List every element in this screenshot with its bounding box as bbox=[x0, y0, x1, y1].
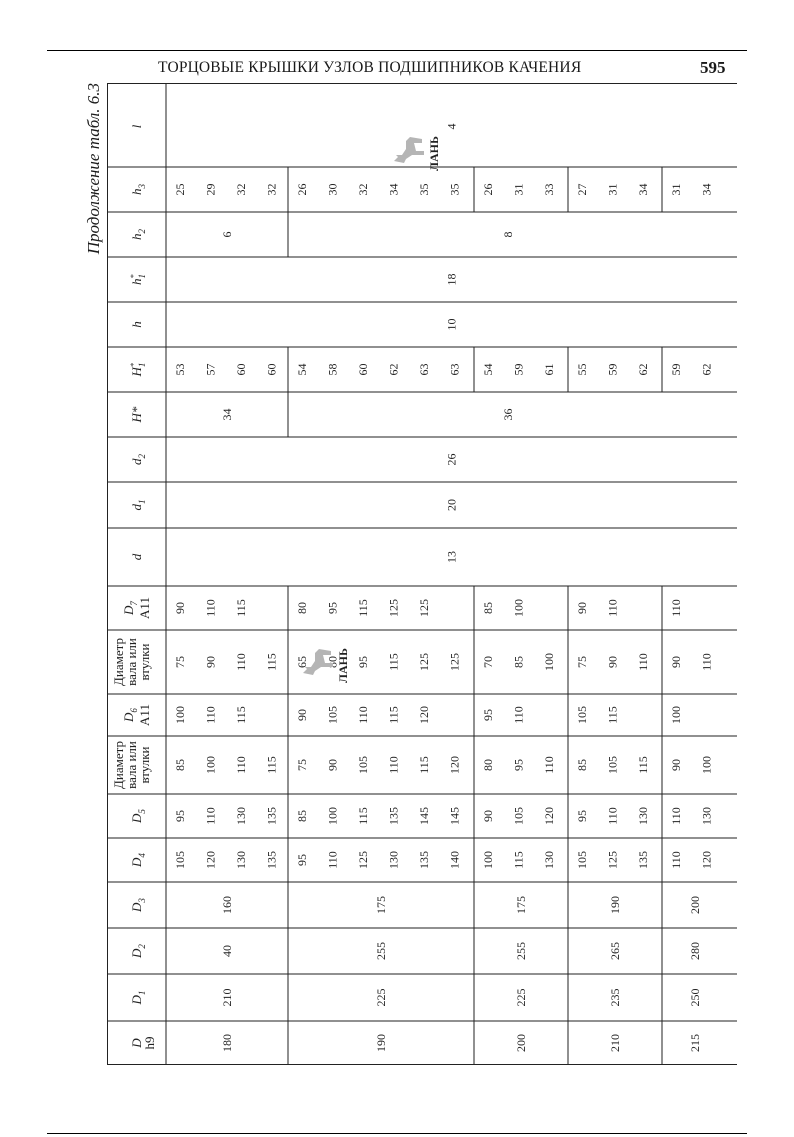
column-header-H: H* bbox=[129, 406, 144, 423]
column-header-h1: h*1 bbox=[129, 274, 147, 285]
top-rule bbox=[47, 50, 747, 51]
cell-shaft2: 65 bbox=[295, 656, 309, 668]
cell-H1: 60 bbox=[264, 363, 279, 376]
cell-h3: 25 bbox=[173, 183, 187, 196]
cell-H1: 59 bbox=[669, 363, 683, 376]
column-header-h3: $h_3$ bbox=[129, 184, 147, 195]
cell-D7: 115 bbox=[356, 599, 370, 617]
cell-H1: 62 bbox=[386, 363, 401, 376]
column-header-D6-sub: A11 bbox=[137, 704, 152, 726]
cell-D1: 225 bbox=[514, 988, 528, 1007]
cell-D4: 135 bbox=[417, 851, 431, 869]
cell-D2: 265 bbox=[608, 942, 622, 960]
cell-D2: 40 bbox=[220, 945, 234, 957]
cell-shaft2: 80 bbox=[325, 656, 340, 668]
cell-D1: 250 bbox=[688, 988, 702, 1007]
cell-h3: 34 bbox=[636, 183, 650, 196]
cell-D6: 110 bbox=[203, 706, 218, 724]
cell-D: 210 bbox=[608, 1034, 622, 1052]
cell-h3: 30 bbox=[325, 183, 340, 196]
data-table bbox=[107, 83, 737, 1065]
cell-shaft1: 110 bbox=[234, 756, 248, 774]
cell-shaft2: 125 bbox=[417, 653, 431, 671]
column-header-shaft1: вала или bbox=[124, 741, 139, 789]
cell-h3: 26 bbox=[481, 183, 495, 196]
cell-h3: 35 bbox=[417, 183, 431, 196]
cell-shaft1: 110 bbox=[386, 756, 401, 774]
cell-shaft2: 100 bbox=[542, 653, 556, 671]
cell-h3: 34 bbox=[699, 183, 714, 196]
cell-D6: 115 bbox=[605, 706, 620, 724]
column-header-D5: $D_5$ bbox=[129, 809, 147, 823]
cell-D5: 115 bbox=[356, 807, 370, 825]
cell-H1: 54 bbox=[295, 363, 309, 376]
cell-shaft1: 115 bbox=[417, 756, 431, 774]
cell-H1: 62 bbox=[699, 363, 714, 376]
cell-D6: 115 bbox=[234, 706, 248, 724]
cell-shaft1: 115 bbox=[264, 756, 279, 774]
cell-D6: 100 bbox=[669, 706, 683, 724]
cell-D5: 110 bbox=[669, 807, 683, 825]
cell-D5: 110 bbox=[605, 807, 620, 825]
cell-shaft2: 110 bbox=[699, 653, 714, 671]
cell-D7: 90 bbox=[575, 602, 589, 614]
cell-shaft1: 100 bbox=[699, 756, 714, 774]
cell-D7: 80 bbox=[295, 602, 309, 614]
cell-D6: 120 bbox=[417, 706, 431, 724]
cell-D3: 175 bbox=[374, 896, 388, 914]
cell-shaft1: 75 bbox=[295, 759, 309, 771]
cell-h3: 32 bbox=[356, 183, 370, 196]
page-number: 595 bbox=[700, 58, 726, 77]
cell-shaft2: 85 bbox=[511, 656, 526, 668]
cell-D3: 160 bbox=[220, 896, 234, 914]
cell-shaft1: 90 bbox=[325, 759, 340, 771]
cell-D5: 130 bbox=[636, 807, 650, 825]
cell-D6: 100 bbox=[173, 706, 187, 724]
cell-D3: 190 bbox=[608, 896, 622, 914]
cell-H1: 58 bbox=[325, 363, 340, 376]
cell-shaft2: 115 bbox=[264, 653, 279, 671]
cell-h3: 29 bbox=[203, 183, 218, 196]
cell-H1: 60 bbox=[356, 363, 370, 376]
cell-D7: 125 bbox=[386, 599, 401, 617]
column-header-shaft2: втулки bbox=[137, 643, 152, 681]
cell-H1: 55 bbox=[575, 363, 589, 376]
cell-D1: 225 bbox=[374, 988, 388, 1007]
cell-D7: 100 bbox=[511, 599, 526, 617]
cell-d2: 26 bbox=[444, 453, 459, 466]
cell-H1: 57 bbox=[203, 363, 218, 376]
cell-h2: 8 bbox=[501, 231, 515, 238]
cell-D5: 100 bbox=[325, 807, 340, 825]
column-header-D1: $D_1$ bbox=[129, 990, 147, 1005]
cell-D1: 210 bbox=[220, 988, 234, 1007]
column-header-l: l bbox=[129, 124, 144, 129]
cell-D: 200 bbox=[514, 1034, 528, 1052]
cell-shaft2: 75 bbox=[575, 656, 589, 668]
cell-h3: 35 bbox=[447, 183, 462, 196]
cell-D5: 120 bbox=[542, 807, 556, 825]
column-header-D7-sub: A11 bbox=[137, 597, 152, 619]
column-header-D4: $D_4$ bbox=[129, 853, 147, 867]
cell-D7: 90 bbox=[173, 602, 187, 614]
cell-D4: 115 bbox=[511, 851, 526, 869]
cell-h3: 32 bbox=[234, 183, 248, 196]
cell-D6: 110 bbox=[511, 706, 526, 724]
cell-D4: 130 bbox=[542, 851, 556, 869]
cell-D7: 115 bbox=[234, 599, 248, 617]
cell-shaft1: 100 bbox=[203, 756, 218, 774]
cell-D4: 100 bbox=[481, 851, 495, 869]
column-header-d2: $d_2$ bbox=[129, 454, 147, 465]
cell-D6: 115 bbox=[386, 706, 401, 724]
column-header-H1: H*1 bbox=[129, 362, 147, 377]
cell-D4: 125 bbox=[356, 851, 370, 869]
cell-D5: 105 bbox=[511, 807, 526, 825]
cell-D5: 95 bbox=[575, 810, 589, 822]
cell-shaft2: 90 bbox=[669, 656, 683, 668]
column-header-shaft2: Диаметр bbox=[111, 638, 126, 686]
cell-D5: 135 bbox=[264, 807, 279, 825]
column-header-D3: $D_3$ bbox=[129, 898, 147, 912]
cell-h3: 32 bbox=[264, 183, 279, 196]
column-header-h: h bbox=[129, 321, 144, 328]
cell-shaft2: 110 bbox=[234, 653, 248, 671]
cell-shaft1: 80 bbox=[481, 759, 495, 771]
column-header-shaft2: вала или bbox=[124, 638, 139, 686]
cell-shaft1: 110 bbox=[542, 756, 556, 774]
column-header-shaft1: втулки bbox=[137, 746, 152, 784]
cell-h2: 6 bbox=[220, 231, 234, 238]
cell-D4: 135 bbox=[636, 851, 650, 869]
cell-D4: 105 bbox=[173, 851, 187, 869]
bottom-rule bbox=[47, 1133, 747, 1134]
cell-h3: 33 bbox=[542, 183, 556, 196]
column-header-shaft1: Диаметр bbox=[111, 741, 126, 789]
cell-D2: 255 bbox=[514, 942, 528, 960]
cell-D7: 85 bbox=[481, 602, 495, 614]
table-caption: Продолжение табл. 6.3 bbox=[84, 83, 103, 255]
cell-shaft2: 70 bbox=[481, 656, 495, 668]
cell-H1: 54 bbox=[481, 363, 495, 376]
cell-D4: 135 bbox=[264, 851, 279, 869]
cell-h3: 26 bbox=[295, 183, 309, 196]
cell-D5: 85 bbox=[295, 810, 309, 822]
cell-h1: 18 bbox=[444, 273, 459, 286]
svg-text:ЛАНЬ: ЛАНЬ bbox=[427, 136, 441, 171]
cell-D5: 130 bbox=[234, 807, 248, 825]
cell-D7: 110 bbox=[203, 599, 218, 617]
column-header-D7: $D_7$ bbox=[121, 601, 139, 615]
cell-d1: 20 bbox=[444, 499, 459, 511]
cell-H1: 59 bbox=[511, 363, 526, 376]
cell-D6: 95 bbox=[481, 709, 495, 721]
running-header: ТОРЦОВЫЕ КРЫШКИ УЗЛОВ ПОДШИПНИКОВ КАЧЕНИЯ bbox=[158, 59, 582, 76]
column-header-h2: $h_2$ bbox=[129, 229, 147, 240]
column-header-D-sub: h9 bbox=[142, 1036, 157, 1050]
cell-D4: 120 bbox=[699, 851, 714, 869]
cell-H1: 60 bbox=[234, 363, 248, 376]
cell-shaft2: 110 bbox=[636, 653, 650, 671]
cell-D: 180 bbox=[220, 1034, 234, 1052]
cell-D: 215 bbox=[688, 1034, 702, 1052]
cell-h3: 31 bbox=[511, 183, 526, 196]
cell-shaft1: 115 bbox=[636, 756, 650, 774]
cell-D6: 105 bbox=[575, 706, 589, 724]
cell-H1: 61 bbox=[542, 363, 556, 376]
column-header-D6: $D_6$ bbox=[121, 708, 139, 722]
rotated-table-block bbox=[84, 83, 737, 1065]
cell-D4: 120 bbox=[203, 851, 218, 869]
cell-D4: 110 bbox=[669, 851, 683, 869]
cell-shaft1: 85 bbox=[575, 759, 589, 771]
cell-D6: 110 bbox=[356, 706, 370, 724]
cell-D7: 125 bbox=[417, 599, 431, 617]
cell-D7: 110 bbox=[669, 599, 683, 617]
cell-d: 13 bbox=[444, 551, 459, 563]
cell-D5: 95 bbox=[173, 810, 187, 822]
cell-D5: 145 bbox=[447, 807, 462, 825]
cell-D1: 235 bbox=[608, 988, 622, 1007]
cell-h3: 27 bbox=[575, 183, 589, 196]
cell-l: 4 bbox=[444, 123, 459, 130]
column-header-d1: $d_1$ bbox=[129, 499, 147, 511]
table-grid-lines bbox=[107, 83, 737, 1065]
cell-shaft1: 90 bbox=[669, 759, 683, 771]
cell-D4: 140 bbox=[447, 851, 462, 869]
column-header-d: d bbox=[129, 553, 144, 561]
cell-D3: 175 bbox=[514, 896, 528, 914]
cell-D2: 280 bbox=[688, 942, 702, 960]
cell-shaft2: 90 bbox=[605, 656, 620, 668]
lan-watermark-logo bbox=[303, 648, 350, 683]
cell-D4: 130 bbox=[386, 851, 401, 869]
cell-shaft1: 95 bbox=[511, 759, 526, 771]
cell-D4: 125 bbox=[605, 851, 620, 869]
cell-D7: 110 bbox=[605, 599, 620, 617]
cell-D7: 95 bbox=[325, 602, 340, 614]
cell-H1: 63 bbox=[447, 363, 462, 376]
cell-D5: 90 bbox=[481, 810, 495, 822]
cell-D5: 130 bbox=[699, 807, 714, 825]
lan-watermark-logo bbox=[394, 136, 441, 171]
cell-D4: 105 bbox=[575, 851, 589, 869]
cell-D4: 130 bbox=[234, 851, 248, 869]
cell-D3: 200 bbox=[688, 896, 702, 914]
cell-H1: 59 bbox=[605, 363, 620, 376]
cell-D6: 105 bbox=[325, 706, 340, 724]
cell-shaft1: 105 bbox=[605, 756, 620, 774]
table-cells bbox=[111, 124, 714, 1053]
svg-text:ЛАНЬ: ЛАНЬ bbox=[336, 648, 350, 683]
cell-H: 36 bbox=[501, 408, 515, 421]
cell-H1: 53 bbox=[173, 363, 187, 376]
cell-D6: 90 bbox=[295, 709, 309, 721]
cell-D4: 95 bbox=[295, 854, 309, 866]
cell-shaft1: 85 bbox=[173, 759, 187, 771]
cell-shaft2: 125 bbox=[447, 653, 462, 671]
cell-shaft1: 120 bbox=[447, 756, 462, 774]
cell-H: 34 bbox=[220, 408, 234, 421]
cell-shaft2: 75 bbox=[173, 656, 187, 668]
cell-h3: 31 bbox=[669, 183, 683, 196]
cell-h: 10 bbox=[444, 318, 459, 331]
cell-shaft2: 115 bbox=[386, 653, 401, 671]
cell-D5: 145 bbox=[417, 807, 431, 825]
cell-D5: 135 bbox=[386, 807, 401, 825]
cell-shaft1: 105 bbox=[356, 756, 370, 774]
cell-h3: 34 bbox=[386, 183, 401, 196]
cell-D4: 110 bbox=[325, 851, 340, 869]
cell-D2: 255 bbox=[374, 942, 388, 960]
cell-shaft2: 95 bbox=[356, 656, 370, 668]
cell-h3: 31 bbox=[605, 183, 620, 196]
cell-H1: 63 bbox=[417, 363, 431, 376]
column-header-D2: $D_2$ bbox=[129, 944, 147, 958]
cell-D: 190 bbox=[374, 1034, 388, 1052]
cell-H1: 62 bbox=[636, 363, 650, 376]
cell-shaft2: 90 bbox=[203, 656, 218, 668]
column-header-D: D bbox=[129, 1038, 144, 1048]
cell-D5: 110 bbox=[203, 807, 218, 825]
